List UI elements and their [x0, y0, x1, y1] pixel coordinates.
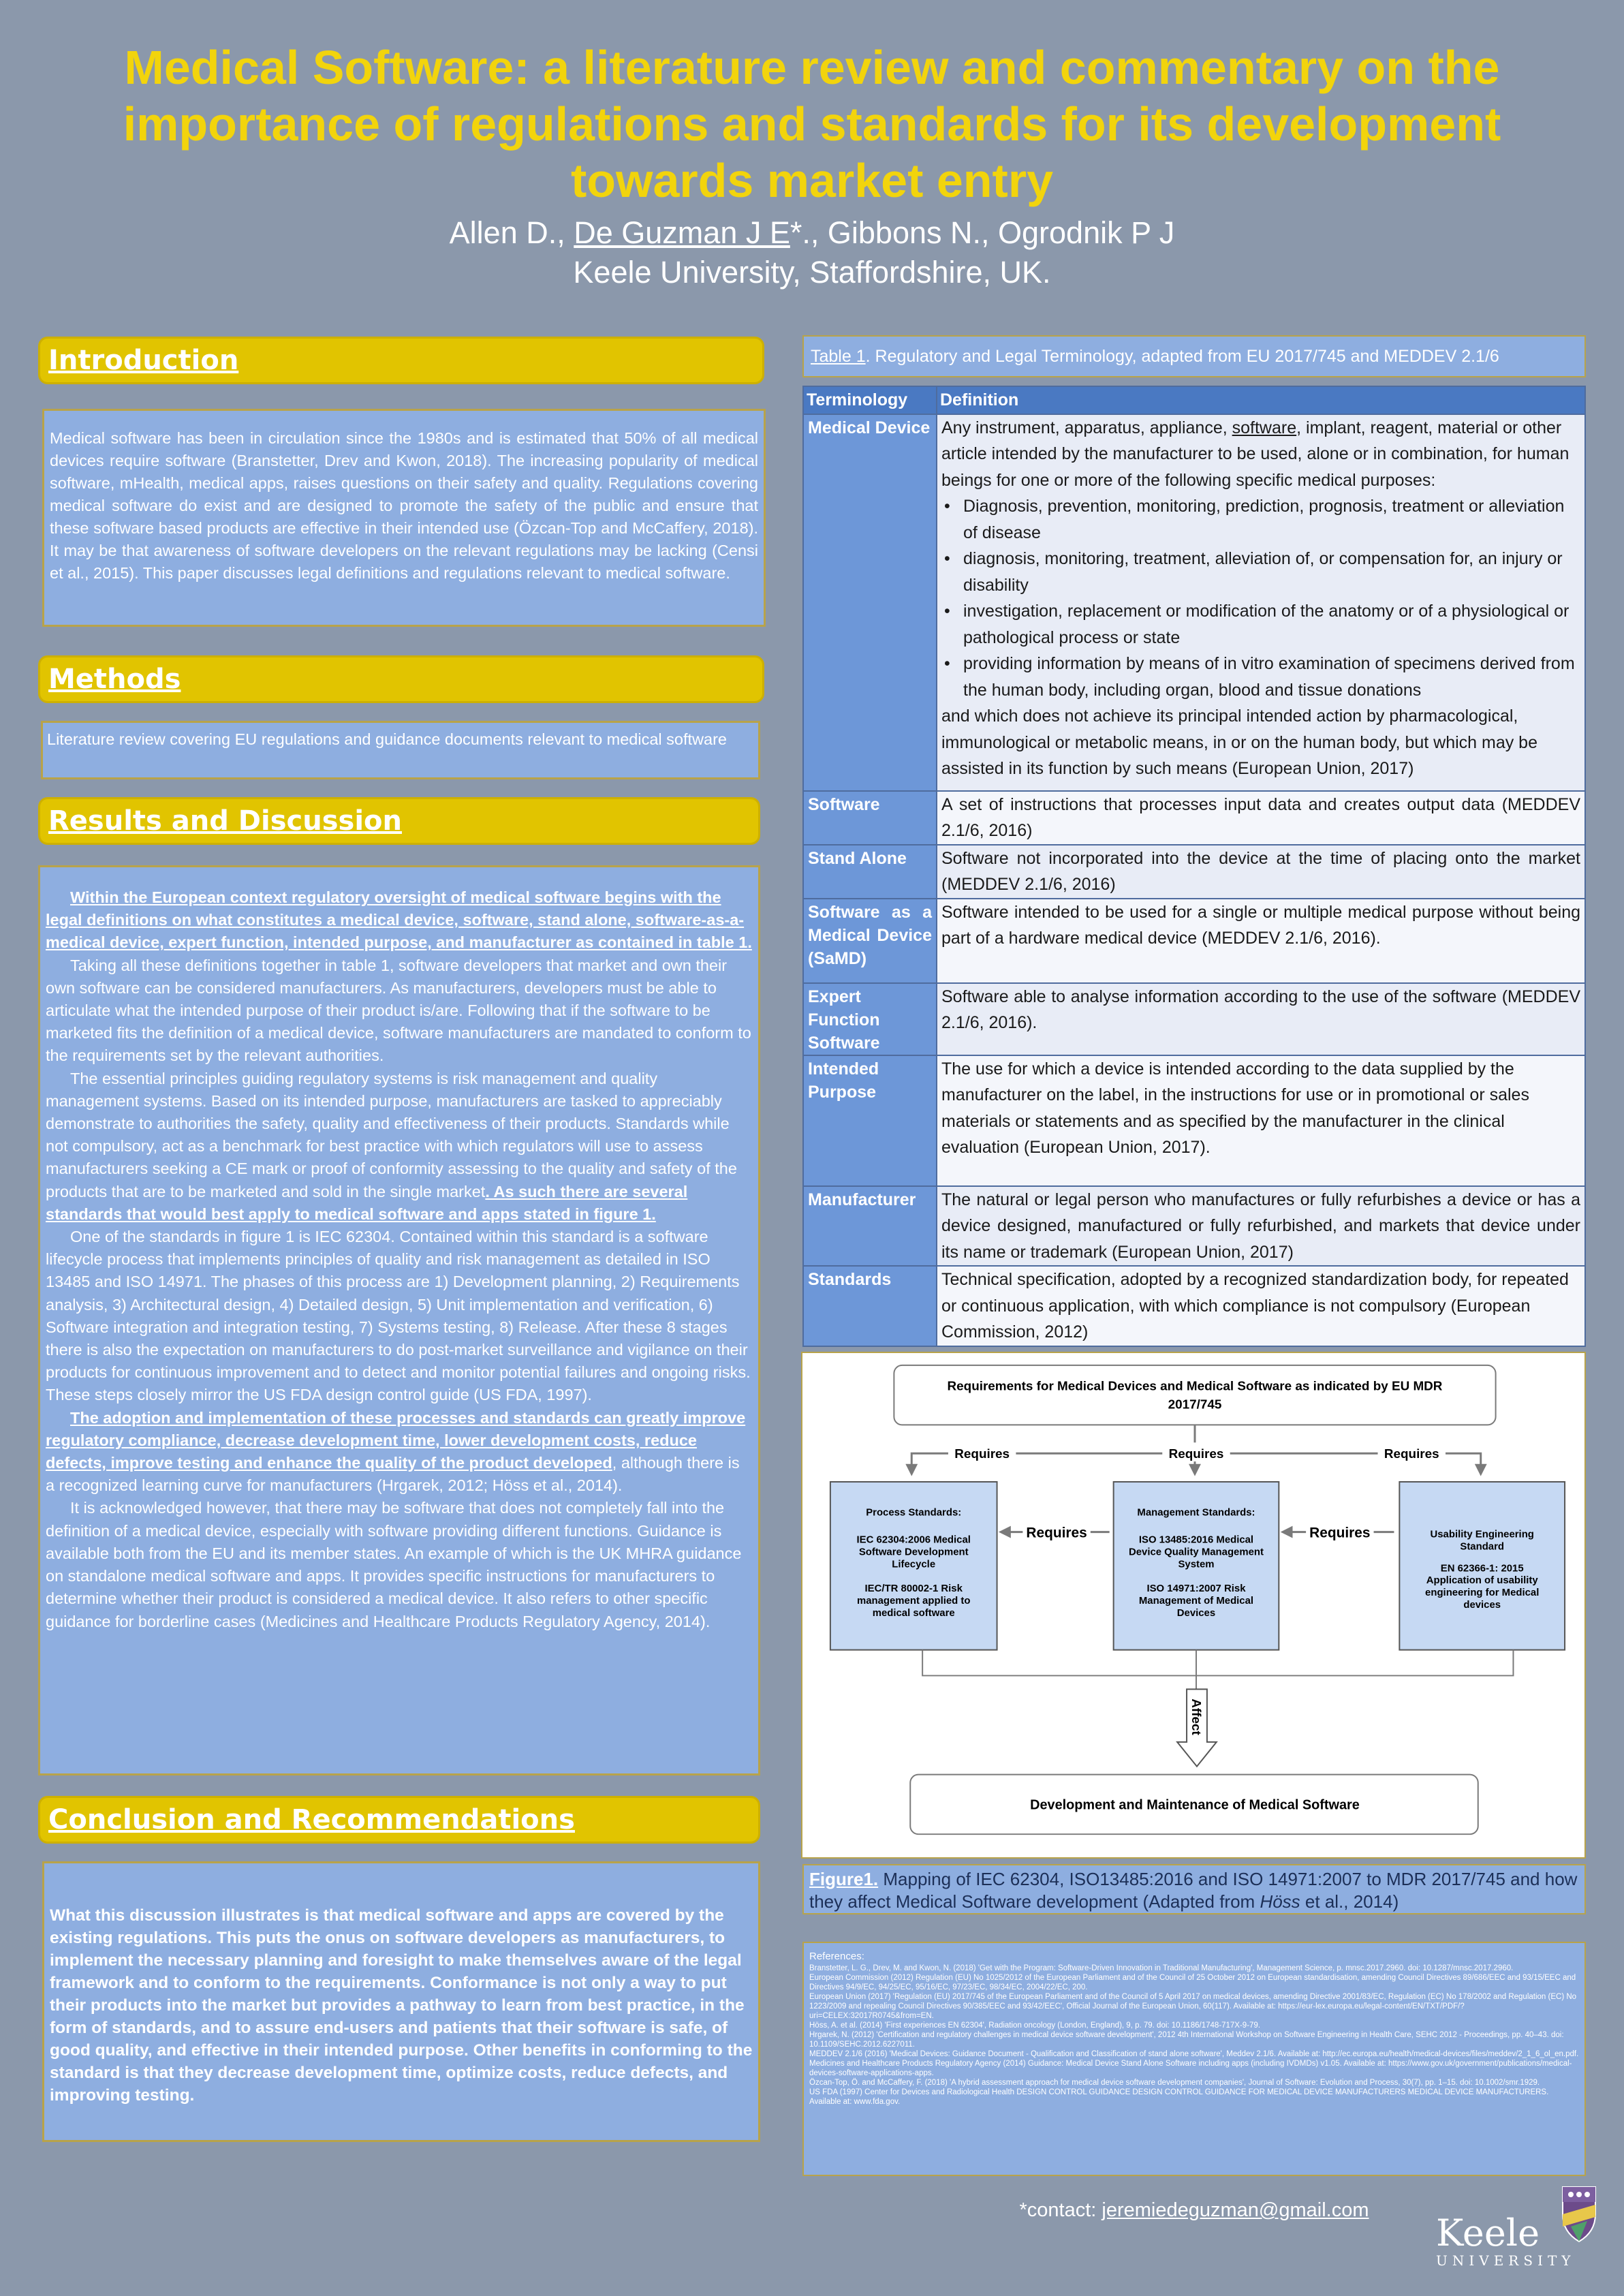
proc-title: Process Standards: [866, 1507, 962, 1519]
introduction-heading: Introduction [38, 337, 764, 384]
reference-item: MEDDEV 2.1/6 (2016) 'Medical Devices: Guidance Document - Qualification and Classification of stand alone software', Meddev 2.1/6. Available at: http://ec.europa.eu/health/medical-devices/files/meddev/2_1_6_ol_en.pdf. [809, 2050, 1579, 2058]
methods-heading: Methods [38, 655, 764, 703]
term-software: Software [803, 791, 937, 845]
table-row [803, 845, 1585, 899]
mgmt-title: Management Standards: [1137, 1507, 1255, 1519]
requires-label-center: Requires [1168, 1447, 1224, 1462]
use-line: Usability Engineering [1430, 1529, 1534, 1540]
table-row [803, 1055, 1585, 1186]
requires-label-mid-right: Requires [1309, 1525, 1371, 1541]
requirements-diagram [802, 1353, 1584, 1857]
references-box [802, 1942, 1586, 2176]
results-p5: , although there is a recognized learning curve for manufacturers (Hrgarek, 2012; Höss et al., 2014). [46, 1454, 740, 1495]
table-caption-label: Table 1 [811, 347, 866, 366]
list-item: • investigation, replacement or modification of the anatomy or of a physiological or pathological process or state [941, 598, 1580, 651]
proc-line: medical software [872, 1607, 955, 1619]
def-intended-purpose: The use for which a device is intended according to the data supplied by the manufacturer on the label, in the instructions for use or in promotional or sales materials or statements and as specified by the manufacturer in the clinical evaluation (European Union, 2017). [937, 1055, 1585, 1186]
proc-line: Software Development [858, 1547, 969, 1558]
author-line [54, 214, 1570, 252]
references-heading: References: [809, 1951, 864, 1962]
proc-line: IEC/TR 80002-1 Risk [864, 1583, 963, 1595]
results-p5-emph: The adoption and implementation of these processes and standards can greatly improve regulatory compliance, decrease development time, lower development costs, reduce defects, improve testing and enhance the quality of the product developed [46, 1408, 746, 1472]
affiliation: Keele University, Staffordshire, UK. [573, 255, 1051, 290]
col-terminology: Terminology [803, 386, 937, 414]
keele-logo [1436, 2212, 1576, 2269]
affect-label: Affect [1189, 1698, 1204, 1735]
conclusion-heading: Conclusion and Recommendations [38, 1796, 760, 1844]
contact-prefix: *contact: [1019, 2199, 1102, 2221]
results-p4: One of the standards in figure 1 is IEC 62304. Contained within this standard is a software lifecycle process that implements principles of quality and risk management as detailed in ISO 13485 and ISO 14971. The phases of this process are 1) Development planning, 2) Requirements analysis, 3) Architectural design, 4) Detailed design, 5) Unit implementation and verification, 6) Software integration and integration testing, 7) Systems testing, 8) Release. After these 8 stages there is also the expectation on manufacturers to do post-market surveillance and vigilance on their products for continuous improvement and to detect and monitor potential failures and ongoing risks. These steps closely mirror the US FDA design control guide (US FDA, 1997). [46, 1228, 751, 1404]
reference-item: Branstetter, L. G., Drev, M. and Kwon, N. (2018) 'Get with the Program: Software-Driven Innovation in Traditional Manufacturing', Management Science, p. mnsc.2017.2960. doi: 10.1287/mnsc.2017.2960. [809, 1964, 1514, 1972]
list-item: • Diagnosis, prevention, monitoring, prediction, prognosis, treatment or alleviation of disease [941, 493, 1580, 546]
results-heading: Results and Discussion [38, 797, 760, 845]
results-p6: It is acknowledged however, that there may be software that does not completely fall into the definition of a medical device, especially with software providing different functions. Guidance is available both from the EU and its member states. An example of which is the UK MHRA guidance on standalone medical software and apps. It provides specific instructions for manufacturers to determine whether their product is considered a medical device. It also refers to other specific guidance for borderline cases (Medicines and Healthcare Products Regulatory Agency, 2014). [46, 1499, 742, 1630]
col-definition: Definition [937, 386, 1585, 414]
term-expert-function: Expert Function Software [803, 983, 937, 1055]
figure-1 [801, 1352, 1586, 1859]
mgmt-line: System [1178, 1559, 1215, 1570]
presenting-author: De Guzman J E [574, 215, 790, 250]
def-manufacturer: The natural or legal person who manufactures or fully refurbishes a device or has a device designed, manufactured or fully refurbished, and markets that device under its name or trademark (European Union, 2017) [937, 1186, 1585, 1267]
reference-item: Medicines and Healthcare Products Regulatory Agency (2014) Guidance: Medical Device Stand Alone Software including apps (including IVDMDs) v1.05. Available at: https://www.gov.uk/government/publications/medical-devices-software-applications-apps. [809, 2060, 1572, 2077]
figure-caption-end: et al., 2014) [1300, 1891, 1399, 1912]
def-stand-alone: Software not incorporated into the device at the time of placing onto the market (MEDDEV 2.1/6, 2016) [937, 845, 1585, 899]
requires-label-mid-left: Requires [1026, 1525, 1087, 1541]
results-p3: The essential principles guiding regulatory systems is risk management and quality management systems. Based on its intended purpose, manufacturers are tasked to appreciably demonstrate to authorities the safety, quality and effectiveness of their products. Standards while not compulsory, act as a benchmark for best practice with which regulators will use to assess manufacturers seeking a CE mark or proof of conformity assessing to the quality and safety of the products that are to be marketed and sold in the single market [46, 1069, 737, 1200]
reference-item: US FDA (1997) Center for Devices and Radiological Health DESIGN CONTROL GUIDANCE DESIGN CONTROL GUIDANCE FOR MEDICAL DEVICE MANUFACTURERS MEDICAL DEVICE MANUFACTURERS. Available at: www.fda.gov. [809, 2088, 1549, 2106]
use-line: devices [1463, 1599, 1501, 1611]
logo-subtitle: UNIVERSITY [1436, 2252, 1576, 2269]
figure-caption-italic: Höss [1260, 1891, 1300, 1912]
use-line: Standard [1460, 1541, 1505, 1553]
table-caption-text: . Regulatory and Legal Terminology, adapted from EU 2017/745 and MEDDEV 2.1/6 [865, 347, 1499, 366]
authors-post: *., Gibbons N., Ogrodnik P J [790, 215, 1175, 250]
results-p5-wrap [46, 1407, 753, 1498]
results-text [38, 865, 760, 1775]
def-md-post: , implant, reagent, material or other article intended by the manufacturer to be used, alone or in combination, for human beings for one or more of the following specific medical purposes: [941, 418, 1570, 490]
table-row [803, 791, 1585, 845]
def-medical-device [937, 414, 1585, 791]
top-title-line-1: Requirements for Medical Devices and Medical Software as indicated by EU MDR [947, 1379, 1443, 1394]
authors-pre: Allen D., [449, 215, 574, 250]
def-md-end: and which does not achieve its principal intended action by pharmacological, immunological or metabolic means, in or on the human body, but which may be assisted in its function by such means (European Union, 2017) [941, 707, 1537, 778]
logo-word: Keele [1436, 2212, 1540, 2254]
use-line: engineering for Medical [1425, 1587, 1540, 1599]
def-samd: Software intended to be used for a single or multiple medical purpose without being part of a hardware medical device (MEDDEV 2.1/6, 2016). [937, 899, 1585, 983]
requires-label-right: Requires [1384, 1447, 1439, 1462]
figure-caption [802, 1864, 1586, 1914]
reference-item: European Commission (2012) Regulation (EU) No 1025/2012 of the European Parliament and of the Council of 25 October 2012 on European standardisation, amending Council Directives 89/686/EEC and 93/15/EEC and Directives 94/9/EC, 94/25/EC, 95/16/EC, 97/23/EC, 98/34/EC, 2004/22/EC, 200. [809, 1974, 1576, 1991]
mgmt-line: ISO 13485:2016 Medical [1138, 1534, 1254, 1546]
term-stand-alone: Stand Alone [803, 845, 937, 899]
contact-email-link[interactable]: jeremiedeguzman@gmail.com [1102, 2199, 1369, 2221]
bottom-label: Development and Maintenance of Medical Software [1030, 1797, 1360, 1813]
results-p2: Taking all these definitions together in table 1, software developers that market and own their own software can be considered manufacturers. As manufacturers, developers must be able to articulate what the intended purpose of their product is/are. Following that if the software to be marketed fits the definition of a medical device, software manufacturers are mandated to conform to the requirements set by the relevant authorities. [46, 956, 751, 1065]
term-standards: Standards [803, 1266, 937, 1346]
def-expert-function: Software able to analyse information according to the use of the software (MEDDEV 2.1/6, 2016). [937, 983, 1585, 1055]
reference-item: Hrgarek, N. (2012) 'Certification and regulatory challenges in medical device software development', 2012 4th International Workshop on Software Engineering in Health Care, SEHC 2012 - Proceedings, pp. 40–43. doi: 10.1109/SEHC.2012.6227011. [809, 2031, 1564, 2049]
methods-text: Literature review covering EU regulations and guidance documents relevant to medical software [41, 721, 760, 779]
introduction-text: Medical software has been in circulation since the 1980s and is estimated that 50% of all medical devices require software (Branstetter, Drev and Kwon, 2018). The increasing popularity of medical software, mHealth, medical apps, raises questions on their safety and quality. Regulations covering medical software do exist and are designed to promote the safety of the public and ensure that these software based products are effective in their intended use (Özcan-Top and McCaffery, 2018). It may be that awareness of software developers on the relevant regulations may be lacking (Censi et al., 2015). This paper discusses legal definitions and regulations relevant to medical software. [42, 409, 766, 627]
table-row [803, 899, 1585, 983]
term-samd: Software as a Medical Device (SaMD) [803, 899, 937, 983]
results-p3-wrap [46, 1068, 753, 1226]
table-row [803, 1186, 1585, 1267]
top-title-line-2: 2017/745 [1168, 1397, 1222, 1412]
proc-line: management applied to [856, 1596, 971, 1607]
term-manufacturer: Manufacturer [803, 1186, 937, 1267]
md-purpose-list [941, 493, 1580, 703]
conclusion-text: What this discussion illustrates is that medical software and apps are covered by the existing regulations. This puts the onus on software developers as manufacturers, to implement the necessary planning and foresight to make themselves aware of the legal framework and to conform to the requirements. Conformance is not only a way to put their products into the market but provides a pathway to learn from best practice, in the form of standards, and to assure end-users and patients that their software is safe, of good quality, and effective in their intended purpose. Other benefits in conforming to the standard is that they decrease development time, optimize costs, reduce defects, and improving testing. [42, 1861, 760, 2142]
figure-caption-text: Mapping of IEC 62304, ISO13485:2016 and ISO 14971:2007 to MDR 2017/745 and how they affect Medical Software development (Adapted from [809, 1869, 1578, 1912]
reference-item: Özcan-Top, Ö. and McCaffery, F. (2018) 'A hybrid assessment approach for medical device software development companies', Journal of Software: Evolution and Process, 30(7), pp. 1–15. doi: 10.1002/smr.1929. [809, 2079, 1540, 2087]
table-row [803, 1266, 1585, 1346]
mgmt-line: Management of Medical [1138, 1596, 1254, 1607]
def-md-software: software [1232, 418, 1297, 437]
terminology-table [802, 386, 1586, 1347]
results-p3-emph: . As such there are several standards that would best apply to medical software and apps stated in figure 1. [46, 1182, 688, 1223]
table-row [803, 414, 1585, 791]
proc-line: IEC 62304:2006 Medical [856, 1534, 971, 1546]
mgmt-line: ISO 14971:2007 Risk [1146, 1583, 1246, 1595]
mgmt-line: Device Quality Management [1128, 1547, 1264, 1558]
term-medical-device: Medical Device [803, 414, 937, 791]
top-requirement-box [894, 1365, 1495, 1425]
table-header-row [803, 386, 1585, 414]
results-p1: Within the European context regulatory oversight of medical software begins with the legal definitions on what constitutes a medical device, software, stand alone, software-as-a-medical device, expert function, intended purpose, and manufacturer as contained in table 1. [46, 888, 752, 952]
mgmt-line: Devices [1176, 1607, 1216, 1619]
def-md-pre: Any instrument, apparatus, appliance, [941, 418, 1232, 437]
list-item: • diagnosis, monitoring, treatment, alleviation of, or compensation for, an injury or disability [941, 546, 1580, 598]
requires-label-left: Requires [954, 1447, 1010, 1462]
term-intended-purpose: Intended Purpose [803, 1055, 937, 1186]
poster-title: Medical Software: a literature review and commentary on the importance of regulations and standards for its development towards market entry [123, 41, 1501, 207]
def-software: A set of instructions that processes input data and creates output data (MEDDEV 2.1/6, 2016) [937, 791, 1585, 845]
use-line: EN 62366-1: 2015 [1440, 1563, 1524, 1574]
proc-line: Lifecycle [892, 1559, 936, 1570]
reference-item: European Union (2017) 'Regulation (EU) 2017/745 of the European Parliament and of the Council of 5 April 2017 on medical devices, amending Directive 2001/83/EC, Regulation (EC) No 178/2002 and Regulation (EC) No 1223/2009 and repealing Council Directives 90/385/EEC and 93/42/EEC', Official Journal of the European Union, 60(117). Available at: https://eur-lex.europa.eu/legal-content/EN/TXT/PDF/?uri=CELEX:32017R0745&from=EN. [809, 1993, 1577, 2020]
table-caption [802, 335, 1586, 377]
def-standards: Technical specification, adopted by a recognized standardization body, for repeated or continuous application, with which compliance is not compulsory (European Commission, 2012) [937, 1266, 1585, 1346]
figure-caption-label: Figure1. [809, 1869, 879, 1889]
list-item: • providing information by means of in vitro examination of specimens derived from the human body, including organ, blood and tissue donations [941, 651, 1580, 703]
use-line: Application of usability [1426, 1575, 1538, 1587]
reference-item: Höss, A. et al. (2014) 'First experiences EN 62304', Radiation oncology (London, England), 9, p. 79. doi: 10.1186/1748-717X-9-79. [809, 2021, 1261, 2030]
table-row [803, 983, 1585, 1055]
